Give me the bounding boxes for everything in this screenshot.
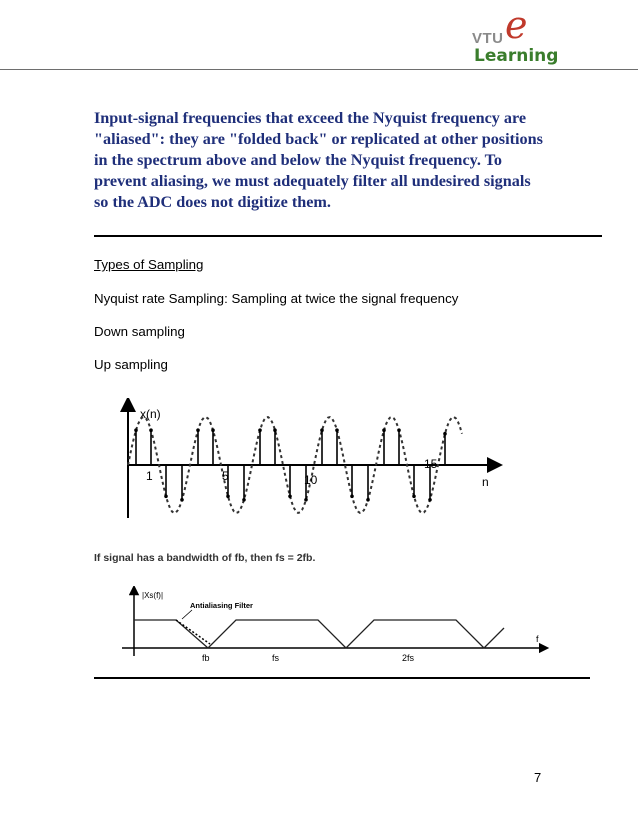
filter-label: Antialiasing Filter xyxy=(190,601,253,610)
sample-point xyxy=(428,498,432,502)
logo-learning-text: Learning xyxy=(474,46,559,66)
sample-point xyxy=(164,495,168,499)
list-item: Nyquist rate Sampling: Sampling at twice the signal frequency xyxy=(94,291,459,306)
sample-point xyxy=(180,498,184,502)
tick-label: 5 xyxy=(222,469,229,483)
sample-point xyxy=(242,498,246,502)
y-axis-label: |Xs(f)| xyxy=(142,591,164,600)
logo-e-letter: e xyxy=(505,3,528,47)
sample-point xyxy=(273,428,277,432)
quote-divider xyxy=(94,235,602,237)
filter-pointer xyxy=(182,610,192,619)
x-axis-label: f xyxy=(536,634,539,644)
sample-point xyxy=(350,495,354,499)
sample-point xyxy=(304,498,308,502)
sample-point xyxy=(288,495,292,499)
x-axis-label: n xyxy=(482,475,489,489)
quote-line: "aliased": they are "folded back" or replicated at other positions xyxy=(94,130,543,148)
image-spectrum-1 xyxy=(208,620,346,648)
quote-line: in the spectrum above and below the Nyquist frequency. To xyxy=(94,151,503,169)
sample-point xyxy=(443,432,447,436)
tick-label: 2fs xyxy=(402,653,415,663)
bandwidth-caption: If signal has a bandwidth of fb, then fs = 2fb. xyxy=(94,552,316,564)
quote-line: so the ADC does not digitize them. xyxy=(94,193,331,211)
logo-vtu-text: VTU xyxy=(472,30,504,47)
spectrum-figure xyxy=(112,586,552,666)
figure-divider xyxy=(94,677,590,679)
sample-point xyxy=(149,428,153,432)
sample-point xyxy=(335,428,339,432)
aliasing-quote-block xyxy=(94,108,604,213)
sample-point xyxy=(258,428,262,432)
sample-point xyxy=(397,428,401,432)
section-title: Types of Sampling xyxy=(94,257,204,272)
sample-point xyxy=(226,495,230,499)
tick-label: fb xyxy=(202,653,210,663)
tick-label: 10 xyxy=(304,473,318,487)
list-item: Up sampling xyxy=(94,357,168,372)
header-divider xyxy=(0,69,638,70)
quote-line: Input-signal frequencies that exceed the Nyquist frequency are xyxy=(94,109,527,127)
sample-point xyxy=(196,428,200,432)
sampled-signal-figure xyxy=(110,398,510,523)
tick-label: 1 xyxy=(146,469,153,483)
quote-line: prevent aliasing, we must adequately filter all undesired signals xyxy=(94,172,531,190)
sample-point xyxy=(320,428,324,432)
sample-point xyxy=(382,428,386,432)
sample-point xyxy=(211,428,215,432)
sample-point xyxy=(134,428,138,432)
y-axis-label: x(n) xyxy=(140,407,161,421)
image-spectrum-2 xyxy=(346,620,484,648)
image-spectrum-3-partial xyxy=(484,628,504,648)
tick-label: 15 xyxy=(424,457,438,471)
page-number: 7 xyxy=(534,770,542,785)
tick-label: fs xyxy=(272,653,280,663)
list-item: Down sampling xyxy=(94,324,185,339)
sample-point xyxy=(412,495,416,499)
vtu-elearning-logo xyxy=(468,3,578,68)
sample-point xyxy=(366,498,370,502)
